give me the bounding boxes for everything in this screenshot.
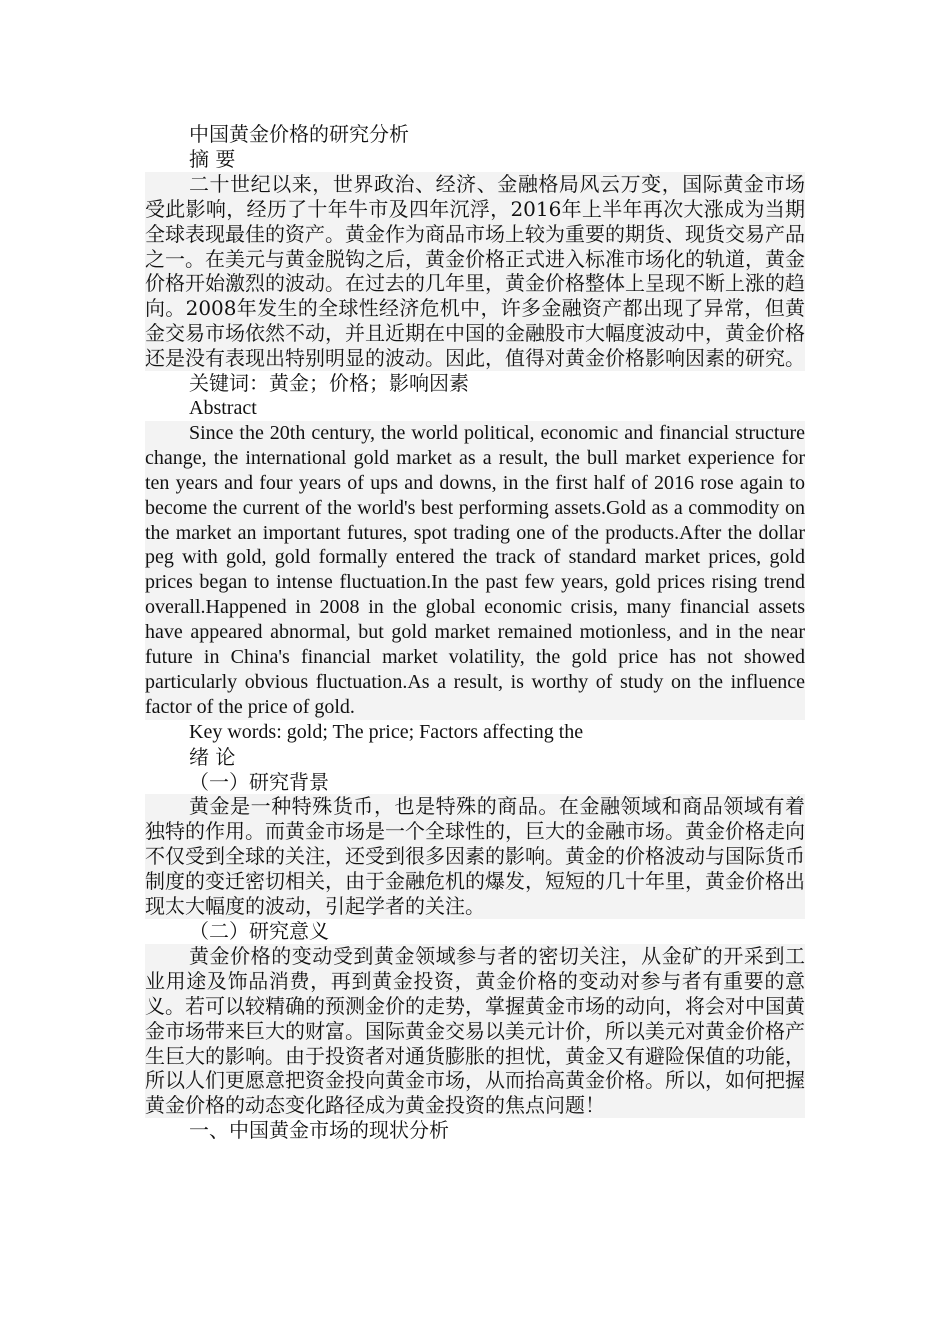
abstract-en-heading: Abstract xyxy=(189,396,257,419)
intro-heading: 绪 论 xyxy=(189,744,236,769)
abstract-heading: 摘 要 xyxy=(189,146,236,171)
section1-paragraph: 黄金是一种特殊货币，也是特殊的商品。在金融领域和商品领域有着独特的作用。而黄金市场是一个全球性的，巨大的金融市场。黄金价格走向不仅受到全球的关注，还受到很多因素的影响。黄金的价格波动与国际货币制度的变迁密切相关，由于金融危机的爆发，短短的几十年里，黄金价格出现太大幅度的波动，引起学者的关注。 xyxy=(145,794,805,919)
abstract-en-paragraph: Since the 20th century, the world political, economic and financial structure change, the international gold market as a result, the bull market experience for ten years and four years of ups and downs, in the first half of 2016 rose again to become the current of the world's best performing assets.Gold as a commodity on the market an important futures, spot trading one of the products.After the dollar peg with gold, gold formally entered the track of standard market prices, gold prices began to intense fluctuation.In the past few years, gold prices rising trend overall.Happened in 2008 in the global economic crisis, many financial assets have appeared abnormal, but gold market remained motionless, and in the near future in China's financial market volatility, the gold price has not showed particularly obvious fluctuation.As a result, is worthy of study on the influence factor of the price of gold. xyxy=(145,421,805,718)
section1-heading: （一）研究背景 xyxy=(189,769,329,794)
keywords-en: Key words: gold; The price; Factors affecting the xyxy=(189,720,584,743)
section2-heading: （二）研究意义 xyxy=(189,919,329,943)
abstract-zh-paragraph: 二十世纪以来，世界政治、经济、金融格局风云万变，国际黄金市场受此影响，经历了十年牛市及四年沉浮，2016年上半年再次大涨成为当期全球表现最佳的资产。黄金作为商品市场上较为重要的期货、现货交易产品之一。在美元与黄金脱钩之后，黄金价格正式进入标准市场化的轨道，黄金价格开始激烈的波动。在过去的几年里，黄金价格整体上呈现不断上涨的趋向。2008年发生的全球性经济危机中，许多金融资产都出现了异常，但黄金交易市场依然不动，并且近期在中国的金融股市大幅度波动中，黄金价格还是没有表现出特别明显的波动。因此，值得对黄金价格影响因素的研究。 xyxy=(145,171,805,371)
document-body xyxy=(145,122,805,1143)
chapter1-heading: 一、中国黄金市场的现状分析 xyxy=(189,1118,449,1143)
document-title: 中国黄金价格的研究分析 xyxy=(189,122,409,146)
keywords-zh: 关键词：黄金；价格；影响因素 xyxy=(189,371,469,396)
section2-paragraph: 黄金价格的变动受到黄金领域参与者的密切关注，从金矿的开采到工业用途及饰品消费，再到黄金投资，黄金价格的变动对参与者有重要的意义。若可以较精确的预测金价的走势，掌握黄金市场的动向，将会对中国黄金市场带来巨大的财富。国际黄金交易以美元计价，所以美元对黄金价格产生巨大的影响。由于投资者对通货膨胀的担忧，黄金又有避险保值的功能，所以人们更愿意把资金投向黄金市场，从而抬高黄金价格。所以，如何把握黄金价格的动态变化路径成为黄金投资的焦点问题！ xyxy=(145,943,805,1118)
